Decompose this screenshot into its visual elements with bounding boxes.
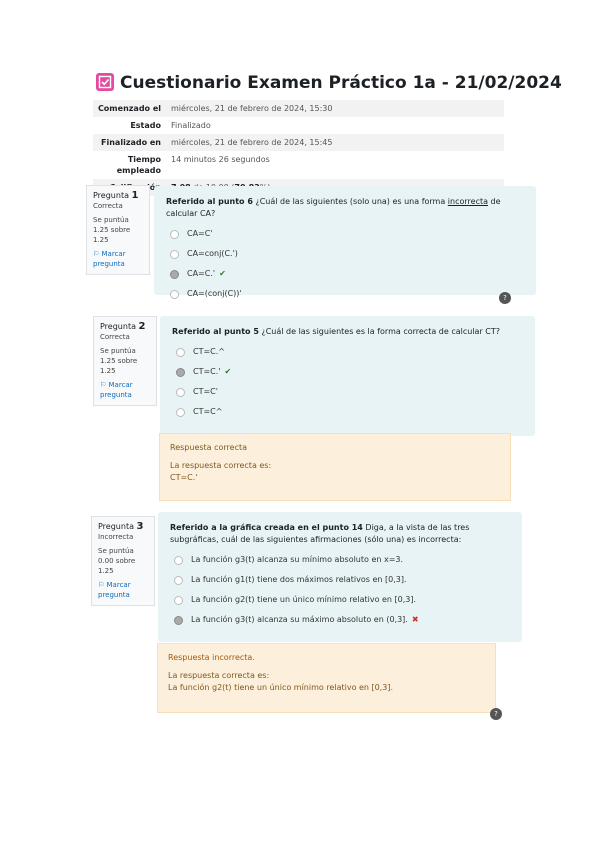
answer-option[interactable] bbox=[170, 268, 524, 280]
question-number-value: 1 bbox=[131, 190, 139, 201]
flag-question-link[interactable] bbox=[98, 580, 148, 600]
flag-question-link[interactable] bbox=[93, 249, 143, 269]
question-info bbox=[86, 185, 150, 275]
flag-label: Marcar pregunta bbox=[93, 250, 126, 268]
answer-option[interactable] bbox=[176, 346, 523, 358]
answer-option[interactable] bbox=[170, 228, 524, 240]
option-label: La función g2(t) tiene un único mínimo relativo en [0,3]. bbox=[191, 595, 417, 604]
question-score: Se puntúa 1.25 sobre 1.25 bbox=[100, 347, 138, 375]
question-text-body: Diga, a la vista de las tres subgráficas, cuál de las siguientes afirmaciones (sólo una) es incorrecta: bbox=[170, 523, 470, 544]
answer-option[interactable] bbox=[176, 406, 523, 418]
option-label: La función g3(t) alcanza su mínimo absoluto en x=3. bbox=[191, 555, 404, 564]
attempt-summary-table bbox=[93, 100, 504, 196]
answer-option[interactable] bbox=[174, 594, 510, 606]
question-text-body: ¿Cuál de las siguientes (solo una) es una forma bbox=[252, 197, 448, 206]
radio-button[interactable] bbox=[176, 348, 185, 357]
answer-option[interactable] bbox=[174, 554, 510, 566]
radio-button[interactable] bbox=[170, 230, 179, 239]
page-title-text: Cuestionario Examen Práctico 1a - 21/02/2024 bbox=[120, 73, 562, 93]
radio-button[interactable] bbox=[170, 290, 179, 299]
question-panel bbox=[160, 316, 535, 436]
help-icon[interactable]: ? bbox=[499, 292, 511, 304]
question-text-emphasis: incorrecta bbox=[447, 197, 489, 206]
question-info bbox=[93, 316, 157, 406]
question-number-value: 3 bbox=[136, 521, 144, 532]
question-number bbox=[93, 191, 143, 201]
correct-check-icon: ✔ bbox=[219, 269, 226, 278]
question-status: Incorrecta bbox=[98, 533, 134, 541]
question-ref: Referido a la gráfica creada en el punto 14 bbox=[170, 523, 363, 532]
summary-value: miércoles, 21 de febrero de 2024, 15:30 bbox=[167, 100, 504, 117]
option-label: CT=C' bbox=[193, 387, 218, 396]
summary-row-finished bbox=[93, 134, 504, 151]
correct-answer-label: La respuesta correcta es: bbox=[168, 671, 270, 680]
question-panel bbox=[154, 186, 536, 298]
summary-label: Finalizado en bbox=[93, 134, 167, 151]
summary-value: miércoles, 21 de febrero de 2024, 15:45 bbox=[167, 134, 504, 151]
question-text-end: de calcular CA? bbox=[166, 197, 501, 218]
summary-row-state bbox=[93, 117, 504, 134]
incorrect-cross-icon: ✖ bbox=[411, 615, 419, 624]
question-ref: Referido al punto 5 bbox=[172, 327, 259, 336]
question-number-value: 2 bbox=[138, 321, 146, 332]
flag-label: Marcar pregunta bbox=[98, 581, 131, 599]
radio-button[interactable] bbox=[176, 408, 185, 417]
question-status: Correcta bbox=[93, 202, 123, 210]
flag-icon: ⚐ bbox=[98, 581, 107, 589]
summary-value: 14 minutos 26 segundos bbox=[171, 155, 270, 164]
option-label: La función g1(t) tiene dos máximos relativos en [0,3]. bbox=[191, 575, 407, 584]
answer-option[interactable] bbox=[174, 614, 510, 626]
flag-icon: ⚐ bbox=[93, 250, 102, 258]
radio-button[interactable] bbox=[176, 388, 185, 397]
question-text bbox=[170, 522, 510, 546]
flag-label: Marcar pregunta bbox=[100, 381, 133, 399]
question-score: Se puntúa 0.00 sobre 1.25 bbox=[98, 547, 136, 575]
feedback-box bbox=[159, 433, 511, 501]
option-label: CA=C' bbox=[187, 229, 213, 238]
option-label: CA=(conj(C))' bbox=[187, 289, 242, 298]
feedback-status: Respuesta correcta bbox=[170, 443, 248, 452]
question-status: Correcta bbox=[100, 333, 130, 341]
flag-question-link[interactable] bbox=[100, 380, 150, 400]
flag-icon: ⚐ bbox=[100, 381, 109, 389]
correct-check-icon: ✔ bbox=[224, 367, 232, 376]
option-label: CT=C.' bbox=[193, 367, 221, 376]
summary-label: Comenzado el bbox=[93, 100, 167, 117]
option-label: CT=C^ bbox=[193, 407, 223, 416]
correct-answer: La función g2(t) tiene un único mínimo relativo en [0,3]. bbox=[168, 683, 394, 692]
radio-button-selected[interactable] bbox=[174, 616, 183, 625]
question-text-body: ¿Cuál de las siguientes es la forma correcta de calcular CT? bbox=[258, 327, 500, 336]
question-label: Pregunta bbox=[100, 322, 136, 331]
question-label: Pregunta bbox=[93, 191, 129, 200]
option-label: La función g3(t) alcanza su máximo absoluto en (0,3]. bbox=[191, 615, 408, 624]
radio-button-selected[interactable] bbox=[170, 270, 179, 279]
correct-answer-label: La respuesta correcta es: bbox=[170, 461, 272, 470]
question-number bbox=[98, 522, 148, 532]
radio-button[interactable] bbox=[174, 576, 183, 585]
answer-option[interactable] bbox=[176, 366, 523, 378]
summary-label: Estado bbox=[130, 121, 161, 130]
feedback-status: Respuesta incorrecta. bbox=[168, 653, 255, 662]
summary-label: Tiempo empleado bbox=[116, 155, 161, 175]
radio-button-selected[interactable] bbox=[176, 368, 185, 377]
radio-button[interactable] bbox=[174, 596, 183, 605]
help-icon[interactable]: ? bbox=[490, 708, 502, 720]
summary-row-time bbox=[93, 151, 504, 179]
question-label: Pregunta bbox=[98, 522, 134, 531]
question-ref: Referido al punto 6 bbox=[166, 197, 253, 206]
radio-button[interactable] bbox=[174, 556, 183, 565]
answer-option[interactable] bbox=[170, 248, 524, 260]
question-text bbox=[166, 196, 524, 220]
page-title bbox=[96, 73, 562, 93]
answer-option[interactable] bbox=[170, 288, 524, 300]
answer-option[interactable] bbox=[176, 386, 523, 398]
option-label: CT=C.^ bbox=[193, 347, 226, 356]
question-number bbox=[100, 322, 150, 332]
radio-button[interactable] bbox=[170, 250, 179, 259]
quiz-icon bbox=[96, 73, 114, 91]
question-score: Se puntúa 1.25 sobre 1.25 bbox=[93, 216, 131, 244]
summary-value: Finalizado bbox=[171, 121, 211, 130]
option-label: CA=C.' bbox=[187, 269, 216, 278]
correct-answer: CT=C.' bbox=[170, 473, 198, 482]
summary-row-started bbox=[93, 100, 504, 117]
answer-option[interactable] bbox=[174, 574, 510, 586]
question-panel bbox=[158, 512, 522, 642]
feedback-box bbox=[157, 643, 496, 713]
option-label: CA=conj(C.') bbox=[187, 249, 238, 258]
question-info bbox=[91, 516, 155, 606]
question-text bbox=[172, 326, 523, 338]
